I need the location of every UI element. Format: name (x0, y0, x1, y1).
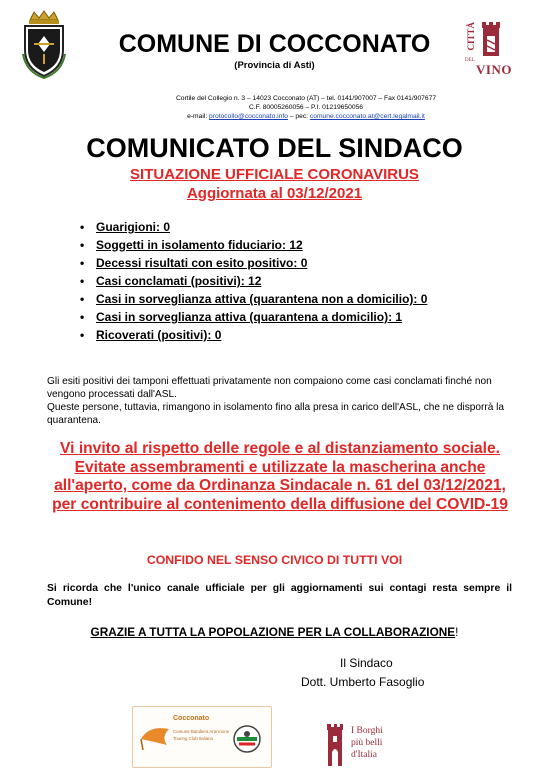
castle-icon (480, 22, 504, 58)
bullet-icon: • (80, 220, 85, 234)
list-item (80, 272, 520, 290)
borghi-piu-belli-logo (325, 722, 415, 770)
pec-label: – pec: (287, 113, 310, 120)
stat-hospitalized: Ricoverati (positivi): 0 (96, 328, 222, 342)
address-line-2: C.F. 80005260056 – P.I. 01219650056 (248, 104, 364, 111)
stat-recovered: Guarigioni: 0 (96, 220, 171, 234)
footer-logo-town: Cocconato (173, 715, 210, 722)
email-link[interactable]: protocollo@cocconato.info (209, 113, 288, 120)
footer-logo-line3: Touring Club Italiano (173, 736, 214, 741)
thanks-exclamation: ! (455, 625, 459, 639)
coronavirus-status-heading: SITUAZIONE UFFICIALE CORONAVIRUS (130, 166, 419, 183)
confido-line: CONFIDO NEL SENSO CIVICO DI TUTTI VOI (146, 553, 403, 567)
stat-quarantine-home: Casi in sorveglianza attiva (quarantena a domicilio): 1 (96, 310, 403, 324)
stats-list (80, 218, 520, 344)
bullet-icon: • (80, 292, 85, 306)
bullet-icon: • (80, 274, 85, 288)
thanks-text: GRAZIE A TUTTA LA POPOLAZIONE PER LA COLLABORAZIONE (90, 625, 456, 639)
contact-line (60, 113, 549, 120)
stat-confirmed: Casi conclamati (positivi): 12 (96, 274, 262, 288)
stat-quarantine-away: Casi in sorveglianza attiva (quarantena non a domicilio): 0 (96, 292, 428, 306)
thanks-line (0, 625, 549, 639)
bullet-icon: • (80, 238, 85, 252)
list-item (80, 236, 520, 254)
bullet-icon: • (80, 310, 85, 324)
touring-club-icon (233, 725, 261, 753)
address-line-1: Cortile del Collegio n. 3 – 14023 Cocconato (AT) – tel. 0141/907007 – Fax 0141/907677 (175, 95, 437, 102)
announcement-heading: COMUNICATO DEL SINDACO (86, 133, 463, 163)
footer-logo-line2: Comune Bandiera Arancione (173, 729, 230, 734)
borghi-line2: più belli (351, 738, 383, 748)
appeal-paragraph: Vi invito al rispetto delle regole e al distanziamento sociale. Evitate assembramenti e utilizzate la mascherina anche all'aperto, come da Ordinanza Sindacale n. 61 del 03/12/2021, per contribuire al contenimento della diffusione del COVID-19 (52, 440, 508, 513)
private-tests-paragraph: Gli esiti positivi dei tamponi effettuati privatamente non compaiono come casi conclamati finché non vengono processati dall'ASL. (47, 376, 492, 400)
logo-text-citta: CITTÀ (466, 22, 476, 51)
province-subtitle: (Provincia di Asti) (234, 60, 315, 71)
list-item (80, 290, 520, 308)
list-item (80, 218, 520, 236)
bandiera-arancione-logo (132, 706, 272, 768)
logo-text-vino: VINO (476, 62, 512, 77)
list-item (80, 308, 520, 326)
signature-title: Il Sindaco (340, 656, 393, 670)
isolation-paragraph: Queste persone, tuttavia, rimangono in isolamento fino alla presa in carico dell'ASL, che ne disporrà la quarantena. (47, 402, 504, 426)
borghi-line1: I Borghi (351, 726, 383, 736)
flag-icon (139, 721, 171, 751)
stat-isolation: Soggetti in isolamento fiduciario: 12 (96, 238, 303, 252)
signature-name: Dott. Umberto Fasoglio (301, 675, 425, 689)
email-label: e-mail: (187, 113, 210, 120)
borghi-line3: d'Italia (351, 750, 377, 760)
tower-icon (325, 724, 345, 766)
official-channel-note: Si ricorda che l'unico canale ufficiale per gli aggiornamenti sui contagi resta sempre il Comune! (47, 583, 512, 608)
citta-del-vino-logo (462, 20, 522, 82)
list-item (80, 254, 520, 272)
update-date-heading: Aggiornata al 03/12/2021 (186, 185, 363, 202)
pec-link[interactable]: comune.cocconato.at@cert.legalmail.it (309, 113, 425, 120)
bullet-icon: • (80, 328, 85, 342)
stat-deaths: Decessi risultati con esito positivo: 0 (96, 256, 308, 270)
list-item (80, 326, 520, 344)
logo-text-del: DEL (465, 58, 475, 63)
page-title: COMUNE DI COCCONATO (118, 30, 431, 58)
bullet-icon: • (80, 256, 85, 270)
